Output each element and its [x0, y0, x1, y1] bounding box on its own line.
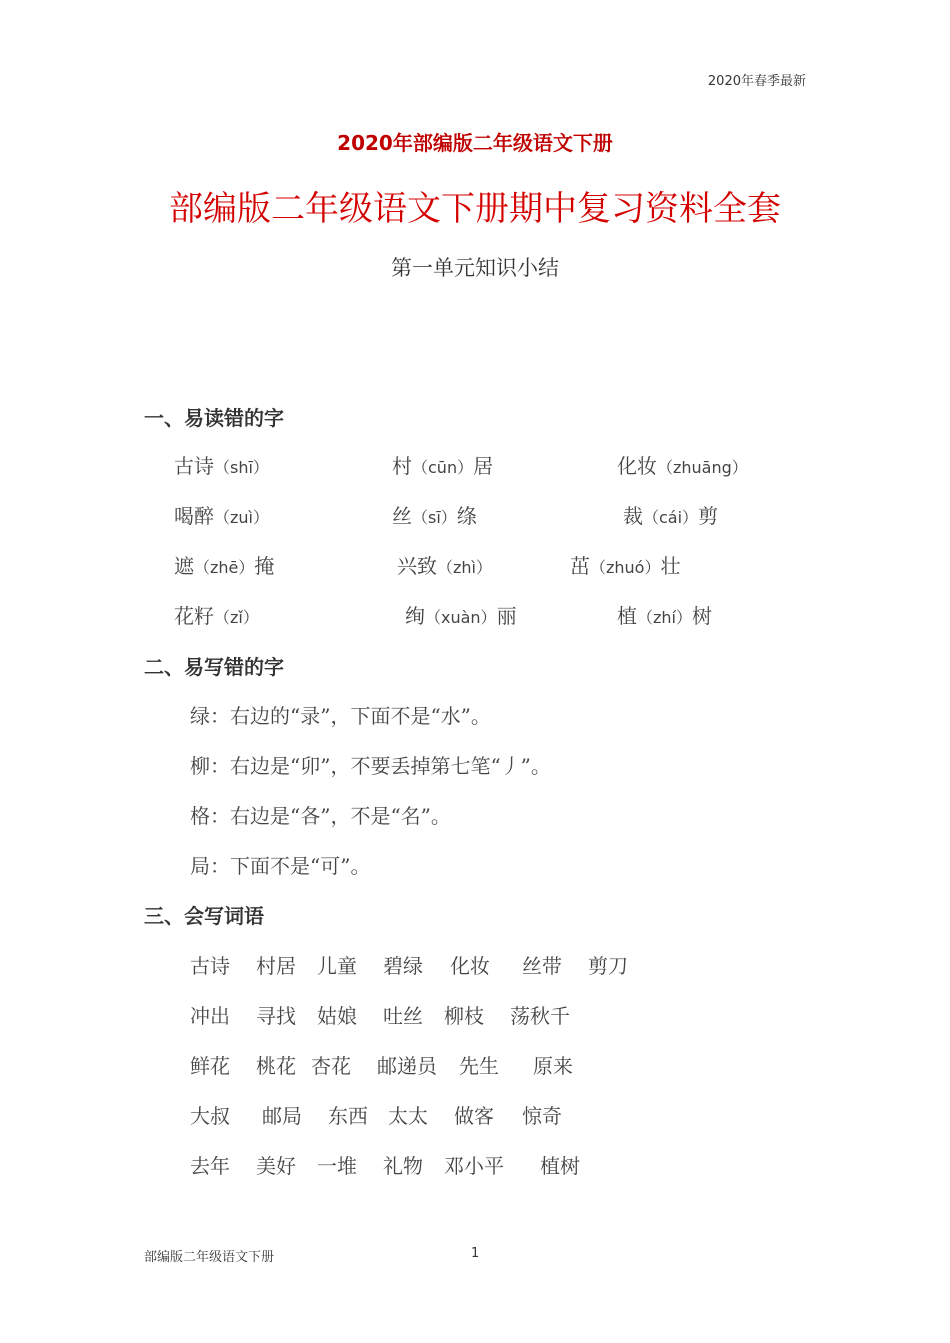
pinyin-item-reading: （zhuāng） — [657, 458, 748, 477]
section-heading-1: 一、易读错的字 — [144, 406, 284, 430]
pinyin-item-reading: （cūn） — [412, 458, 474, 477]
writing-note: 局：下面不是“可”。 — [190, 854, 371, 878]
vocab-word: 一堆 — [317, 1154, 357, 1178]
vocab-word: 村居 — [256, 954, 296, 978]
vocab-word: 化妆 — [450, 954, 490, 978]
document-title: 部编版二年级语文下册期中复习资料全套 — [169, 189, 781, 229]
vocab-word: 东西 — [328, 1104, 368, 1128]
pinyin-item-char: 喝醉 — [174, 504, 214, 528]
pinyin-item-reading: （zhuó） — [590, 558, 661, 577]
pinyin-item-char-after: 掩 — [254, 554, 275, 578]
pinyin-item-char-after: 绦 — [456, 504, 477, 528]
pinyin-item-char: 茁 — [570, 554, 590, 578]
writing-note: 柳：右边是“卯”，不要丢掉第七笔“丿”。 — [190, 754, 551, 778]
pinyin-item-char: 古诗 — [174, 454, 214, 478]
pinyin-item — [617, 450, 748, 479]
vocab-word: 剪刀 — [588, 954, 628, 978]
pinyin-item — [174, 500, 269, 529]
vocab-word: 礼物 — [383, 1154, 423, 1178]
vocab-word: 原来 — [533, 1054, 573, 1078]
pinyin-item-reading: （zhē） — [194, 558, 255, 577]
vocab-word: 太太 — [388, 1104, 428, 1128]
document-subtitle: 2020年部编版二年级语文下册 — [337, 131, 613, 155]
pinyin-item-char-after: 壮 — [660, 554, 681, 578]
pinyin-item-char: 遮 — [174, 554, 194, 578]
section-heading-3: 三、会写词语 — [144, 904, 264, 928]
pinyin-item-char: 植 — [617, 604, 637, 628]
section-heading-2: 二、易写错的字 — [144, 655, 284, 679]
pinyin-item-reading: （zuì） — [214, 508, 269, 527]
vocab-word: 植树 — [540, 1154, 580, 1178]
pinyin-item — [174, 550, 274, 579]
pinyin-item-char: 绚 — [405, 604, 425, 628]
writing-note: 绿：右边的“录”，下面不是“水”。 — [190, 704, 491, 728]
pinyin-item — [392, 500, 477, 529]
vocab-word: 去年 — [190, 1154, 230, 1178]
footer-label: 部编版二年级语文下册 — [144, 1250, 275, 1265]
vocab-word: 大叔 — [190, 1104, 230, 1128]
vocab-word: 杏花 — [311, 1054, 351, 1078]
pinyin-item-reading: （shī） — [214, 458, 269, 477]
pinyin-item — [174, 600, 259, 629]
vocab-word: 邮递员 — [377, 1054, 437, 1078]
vocab-word: 鲜花 — [190, 1054, 230, 1078]
vocab-word: 柳枝 — [444, 1004, 484, 1028]
pinyin-item — [392, 450, 493, 479]
pinyin-item — [617, 600, 712, 629]
pinyin-item — [397, 550, 492, 579]
vocab-word: 邮局 — [262, 1104, 302, 1128]
pinyin-item-char: 化妆 — [617, 454, 657, 478]
writing-note: 格：右边是“各”，不是“名”。 — [190, 804, 451, 828]
vocab-word: 碧绿 — [383, 954, 423, 978]
pinyin-item-reading: （sī） — [412, 508, 457, 527]
vocab-word: 吐丝 — [383, 1004, 423, 1028]
pinyin-item-char-after: 剪 — [698, 504, 719, 528]
vocab-word: 美好 — [256, 1154, 296, 1178]
vocab-word: 桃花 — [256, 1054, 296, 1078]
vocab-word: 做客 — [454, 1104, 494, 1128]
pinyin-item-char: 裁 — [623, 504, 643, 528]
vocab-word: 冲出 — [190, 1004, 230, 1028]
vocab-word: 儿童 — [317, 954, 357, 978]
vocab-word: 姑娘 — [317, 1004, 357, 1028]
vocab-word: 邓小平 — [444, 1154, 504, 1178]
vocab-word: 惊奇 — [522, 1104, 562, 1128]
pinyin-item-char: 丝 — [392, 504, 412, 528]
pinyin-item — [623, 500, 718, 529]
pinyin-item-reading: （zǐ） — [214, 608, 259, 627]
pinyin-item-char-after: 丽 — [496, 604, 517, 628]
pinyin-item-char-after: 树 — [692, 604, 712, 628]
pinyin-item-reading: （zhì） — [437, 558, 492, 577]
pinyin-item-reading: （zhí） — [637, 608, 692, 627]
header-corner-label: 2020年春季最新 — [707, 74, 806, 89]
pinyin-item — [405, 600, 517, 629]
pinyin-item-char: 花籽 — [174, 604, 214, 628]
vocab-word: 丝带 — [522, 954, 562, 978]
unit-title: 第一单元知识小结 — [391, 256, 559, 280]
pinyin-item-reading: （xuàn） — [425, 608, 497, 627]
pinyin-item-char-after: 居 — [473, 454, 494, 478]
vocab-word: 古诗 — [190, 954, 230, 978]
page-number: 1 — [471, 1246, 480, 1261]
vocab-word: 先生 — [459, 1054, 499, 1078]
pinyin-item-char: 兴致 — [397, 554, 437, 578]
pinyin-item — [174, 450, 269, 479]
pinyin-item — [570, 550, 680, 579]
vocab-word: 寻找 — [256, 1004, 296, 1028]
vocab-word: 荡秋千 — [510, 1004, 570, 1028]
pinyin-item-reading: （cái） — [643, 508, 699, 527]
pinyin-item-char: 村 — [392, 454, 412, 478]
